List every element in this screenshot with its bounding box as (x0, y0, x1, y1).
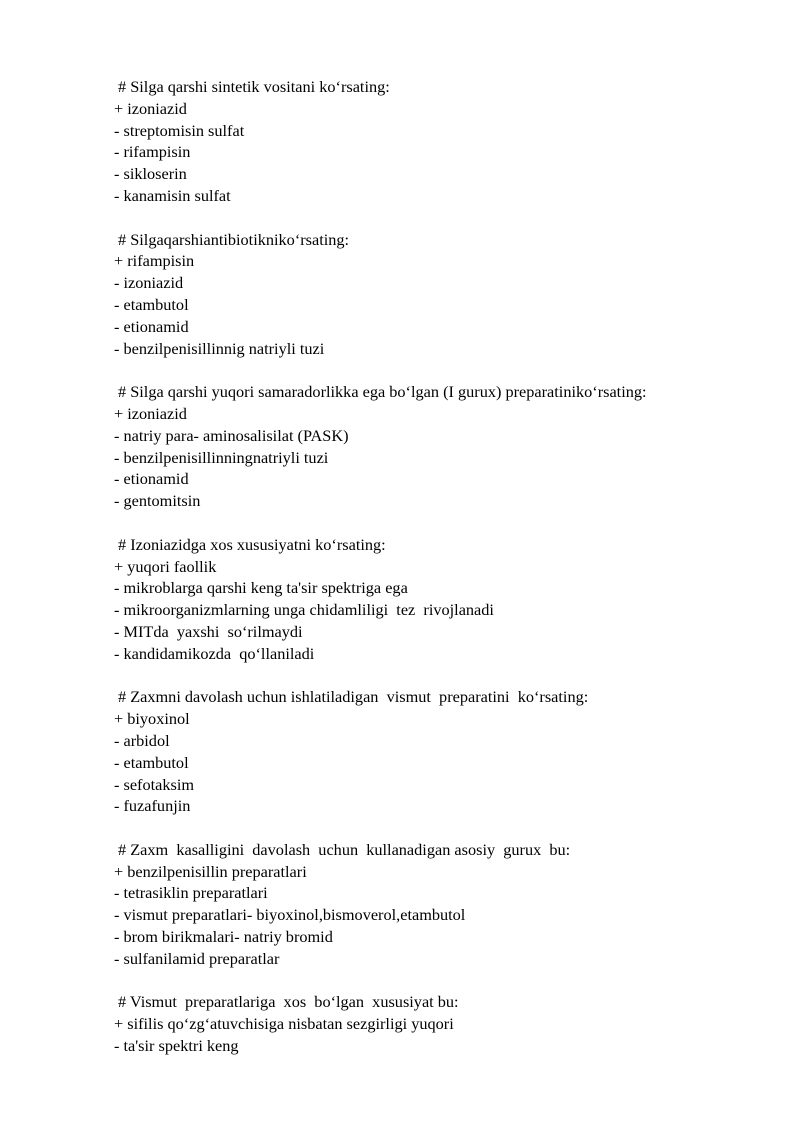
answer-option: - MITda yaxshi so‘rilmaydi (114, 621, 303, 641)
answer-option: + rifampisin (114, 251, 195, 271)
answer-option: + benzilpenisillin preparatlari (114, 861, 307, 881)
question-text: # Silga qarshi sintetik vositani ko‘rsating: (118, 77, 390, 96)
question-text: # Silgaqarshiantibiotikniko‘rsating: (118, 229, 350, 249)
answer-option: + yuqori faollik (114, 556, 217, 576)
answer-option: + biyoxinol (114, 709, 190, 729)
question-block (114, 229, 764, 360)
answer-option: - brom birikmalari- natriy bromid (114, 927, 333, 947)
answer-option: - natriy para- aminosalisilat (PASK) (114, 425, 349, 445)
answer-option: - kandidamikozda qo‘llaniladi (114, 643, 315, 663)
question-text: # Vismut preparatlariga xos bo‘lgan xususiyat bu: (118, 992, 459, 1012)
answer-option: - benzilpenisillinningnatriyli tuzi (114, 447, 329, 467)
question-block (114, 381, 764, 512)
question-text: # Zaxm kasalligini davolash uchun kullanadigan asosiy gurux bu: (118, 839, 571, 859)
answer-option: + izoniazid (114, 98, 187, 118)
answer-option: - vismut preparatlari- biyoxinol,bismoverol,etambutol (114, 905, 466, 925)
question-block (114, 991, 764, 1056)
question-block (114, 686, 764, 817)
answer-option: - fuzafunjin (114, 796, 191, 816)
answer-option: - etambutol (114, 294, 189, 314)
question-block (114, 534, 764, 665)
answer-option: - izoniazid (114, 273, 184, 293)
answer-option: + sifilis qo‘zg‘atuvchisiga nisbatan sezgirligi yuqori (114, 1014, 454, 1034)
answer-option: - sulfanilamid preparatlar (114, 948, 280, 968)
answer-option: - sikloserin (114, 164, 187, 184)
question-text: # Izoniazidga xos xususiyatni ko‘rsating: (118, 534, 386, 554)
answer-option: - mikroblarga qarshi keng ta'sir spektriga ega (114, 578, 408, 598)
answer-option: - etionamid (114, 469, 189, 489)
answer-option: - arbidol (114, 730, 170, 750)
answer-option: - mikroorganizmlarning unga chidamliligi tez rivojlanadi (114, 600, 494, 620)
answer-option: - tetrasiklin preparatlari (114, 883, 268, 903)
answer-option: - sefotaksim (114, 774, 195, 794)
question-block (114, 839, 764, 970)
answer-option: - kanamisin sulfat (114, 185, 231, 205)
answer-option: - etambutol (114, 752, 189, 772)
answer-option: - benzilpenisillinnig natriyli tuzi (114, 338, 325, 358)
question-text: # Silga qarshi yuqori samaradorlikka ega bo‘lgan (I gurux) preparatiniko‘rsating: (118, 382, 647, 402)
question-text: # Zaxmni davolash uchun ishlatiladigan vismut preparatini ko‘rsating: (118, 687, 589, 707)
answer-option: - streptomisin sulfat (114, 120, 245, 140)
answer-option: - etionamid (114, 316, 189, 336)
document-page (114, 76, 764, 1079)
answer-option: - gentomitsin (114, 491, 201, 511)
answer-option: - rifampisin (114, 142, 191, 162)
question-block (114, 76, 764, 207)
answer-option: - ta'sir spektri keng (114, 1036, 239, 1056)
answer-option: + izoniazid (114, 403, 187, 423)
